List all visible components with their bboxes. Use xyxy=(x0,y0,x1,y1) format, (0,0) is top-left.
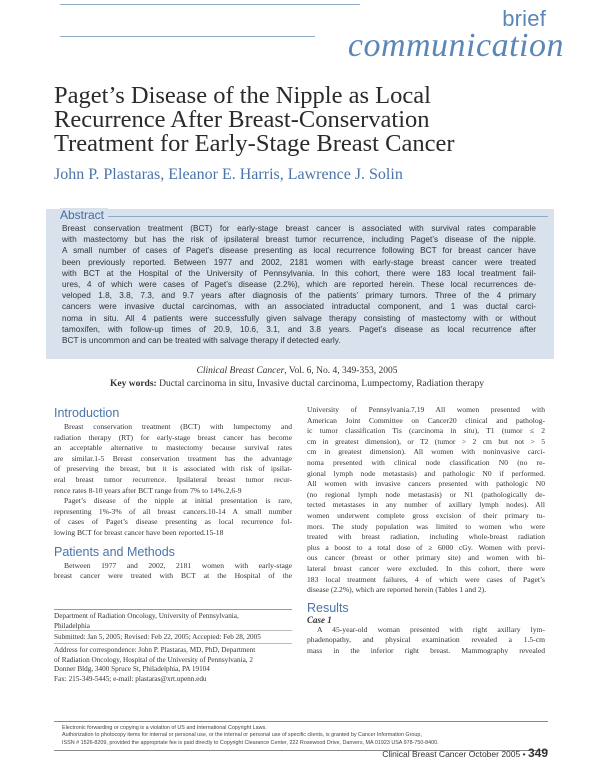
right-column xyxy=(307,405,545,656)
body-line: mors. The study population was limited to women who were xyxy=(307,521,545,531)
abstract-line: veloped 1.8, 3.8, 7.3, and 9.7 years after diagnosis of the patients’ primary tumors. Three of the 4 primary xyxy=(62,291,536,301)
abstract-line: ures, 4 of which were cases of Paget’s disease (2.2%), which are reported herein. These local recurrences de- xyxy=(62,280,536,290)
body-line: are similar.1-5 Breast conservation treatment has the advantage xyxy=(54,453,292,463)
body-line: disease (2.2%), which are reported herein (Tables 1 and 2). xyxy=(307,585,487,595)
body-line: Breast conservation treatment (BCT) with lumpectomy and xyxy=(64,422,292,431)
page-folio xyxy=(382,746,548,760)
abstract-line: BCT is uncommon and can be treated with salvage therapy if detected early. xyxy=(62,336,341,346)
copyright-line: Authorization to photocopy items for internal or personal use, or the internal or personal use of specific clients, is granted by Cancer Information Group, xyxy=(62,732,422,739)
body-line: A 45-year-old woman presented with right axillary lym- xyxy=(317,624,545,634)
abstract-line: with BCT at the Hospital of the University of Pennsylvania. In this cohort, there were 183 local treatment fail- xyxy=(62,268,536,278)
copyright-line: ISSN # 1526-8209, provided the appropriate fee is paid directly to Copyright Clearance Center, 222 Rosewood Drive, Danvers, MA 01923 USA 978-750-8400. xyxy=(62,739,439,746)
body-line: All women with invasive cancers presented with pathologic N0 xyxy=(307,479,545,489)
body-line: noma presented with clinical node classification N0 (no re- xyxy=(307,457,545,467)
body-line: Between 1977 and 2002, 2181 women with early-stage xyxy=(64,560,292,570)
body-line: Paget’s disease of the nipple at initial presentation is rare, xyxy=(64,496,292,506)
abstract-line: Breast conservation treatment (BCT) for early-stage breast cancer is associated with survival rates comparable xyxy=(62,224,536,233)
affiliation-line: Department of Radiation Oncology, University of Pennsylvania, xyxy=(54,612,239,620)
abstract-label: Abstract xyxy=(60,208,108,222)
affiliation-rule xyxy=(54,609,292,610)
abstract-line: noma in situ. All 4 patients were successfully given salvage therapy consisting of mastectomy with or without xyxy=(62,313,536,323)
body-line: tected metastases in any number of axillary lymph nodes). All xyxy=(307,500,545,510)
body-line: University of Pennsylvania.7,19 All women presented with xyxy=(307,405,545,414)
results-heading: Results xyxy=(307,600,349,615)
case-1-heading: Case 1 xyxy=(307,614,332,625)
body-line: treated with breast radiation, including whole-breast radiation xyxy=(307,532,545,542)
abstract-line: tamoxifen, with follow-up times of 20.9, 10.6, 3.1, and 3.8 years. Paget’s disease as local recurrence after xyxy=(62,324,536,334)
section-kicker: brief xyxy=(502,6,546,31)
header-rule-lower xyxy=(60,36,315,37)
body-line: cm in greatest dimension). All women with noninvasive carci- xyxy=(307,447,545,457)
copyright-notice xyxy=(62,725,542,747)
abstract-line: A small number of cases of Paget’s disease presenting as local recurrence following BCT for breast cancer have xyxy=(62,246,536,256)
address-line: Fax: 215-349-5445; e-mail: plastaras@xrt.upenn.edu xyxy=(54,674,207,683)
address-line: Address for correspondence: John P. Plastaras, MD, PhD, Department xyxy=(54,646,256,654)
citation-journal: Clinical Breast Cancer xyxy=(196,366,285,376)
body-line: lateral breast cancer were excluded. In this cohort, there were xyxy=(307,563,545,573)
body-line: radiation therapy (RT) for early-stage breast cancer has become xyxy=(54,432,292,442)
article-title xyxy=(54,84,554,156)
copyright-line: Electronic forwarding or copying is a violation of US and International Copyright Laws. xyxy=(62,725,267,731)
keywords xyxy=(0,379,594,389)
submission-dates: Submitted: Jan 5, 2005; Revised: Feb 22, 2005; Accepted: Feb 28, 2005 xyxy=(54,633,261,641)
body-line: ic tumor classification Tis (carcinoma in situ), T1 (tumor ≤ 2 xyxy=(307,426,545,436)
body-line: 183 local treatment failures, 4 of which were cases of Paget’s xyxy=(307,574,545,584)
body-line: breast cancer were treated with BCT at the Hospital of the xyxy=(54,571,292,581)
article-authors: John P. Plastaras, Eleanor E. Harris, Lawrence J. Solin xyxy=(54,166,403,183)
correspondence-address xyxy=(54,646,294,684)
body-line: representing 1%-3% of all breast cancers.10-14 A small number xyxy=(54,506,292,516)
footer-rule xyxy=(54,721,548,722)
patients-methods-heading: Patients and Methods xyxy=(54,544,175,559)
title-line: Recurrence After Breast-Conservation xyxy=(54,106,430,133)
address-line: Donner Bldg, 3400 Spruce St, Philadelphia, PA 19104 xyxy=(54,665,210,674)
keywords-text: Ductal carcinoma in situ, Invasive ductal carcinoma, Lumpectomy, Radiation therapy xyxy=(156,379,484,389)
body-line: of preserving the breast, but it is associated with risk of ipsilat- xyxy=(54,464,292,474)
abstract-line: cancers were invasive ductal carcinomas, with an associated intraductal component, and 1 was ductal carci- xyxy=(62,302,536,312)
submitted-rule xyxy=(54,630,292,631)
body-line: American Joint Committee on Cancer20 clinical and patholog- xyxy=(307,415,545,425)
address-rule xyxy=(54,643,292,644)
body-line: mass in the inferior right breast. Mammography revealed xyxy=(307,645,545,655)
left-column xyxy=(54,406,292,582)
body-line: rence rates 8-10 years after BCT range from 7% to 14%.2,6-9 xyxy=(54,485,242,495)
folio-date: October 2005 xyxy=(468,749,521,759)
address-line: of Radiation Oncology, Hospital of the University of Pennsylvania, 2 xyxy=(54,655,253,664)
citation xyxy=(0,366,594,376)
body-line: cm in greatest dimension), or T2 (tumor > 2 cm but not > 5 xyxy=(307,436,545,446)
body-line: lowing BCT for breast cancer have been reported.15-18 xyxy=(54,527,224,537)
citation-details: , Vol. 6, No. 4, 349-353, 2005 xyxy=(284,366,398,376)
body-line: (no regional lymph node metastasis) or N1 (pathologically de- xyxy=(307,489,545,499)
body-line: eral breast tumor recurrence. Ipsilateral breast tumor recur- xyxy=(54,474,292,484)
body-line: an acceptable alternative to mastectomy because survival rates xyxy=(54,443,292,453)
title-line: Treatment for Early-Stage Breast Cancer xyxy=(54,130,455,157)
affiliation-line: Philadelphia xyxy=(54,621,90,630)
folio-journal: Clinical Breast Cancer xyxy=(382,749,467,759)
keywords-label: Key words: xyxy=(110,379,157,389)
abstract-text xyxy=(62,223,536,346)
body-line: ous cancer (breast or other primary site) and women with bi- xyxy=(307,553,545,563)
page-number: 349 xyxy=(527,746,548,760)
body-line: gional lymph node metastasis) and pathologic N0 if performed. xyxy=(307,468,545,478)
introduction-heading: Introduction xyxy=(54,406,120,420)
header-rule xyxy=(60,4,360,5)
section-title: communication xyxy=(347,27,564,64)
affiliation xyxy=(54,612,294,631)
body-line: phadenopathy, and physical examination revealed a 1.5-cm xyxy=(307,635,545,645)
abstract-line: been previously reported. Between 1977 and 2002, 2181 women with early-stage breast cancer were treated xyxy=(62,257,536,267)
folio-bullet: • xyxy=(522,749,526,759)
body-line: women underwent complete gross excision of their primary tu- xyxy=(307,510,545,520)
body-line: of cases of Paget’s disease presenting as local recurrence fol- xyxy=(54,517,292,527)
body-line: plus a boost to a total dose of ≥ 6000 cGy. Women with previ- xyxy=(307,542,545,552)
abstract-line: with mastectomy but has the risk of ipsilateral breast tumor recurrence, including Paget’s disease of the nipple. xyxy=(62,235,536,245)
title-line: Paget’s Disease of the Nipple as Local xyxy=(54,82,431,109)
abstract-rule xyxy=(108,216,548,217)
